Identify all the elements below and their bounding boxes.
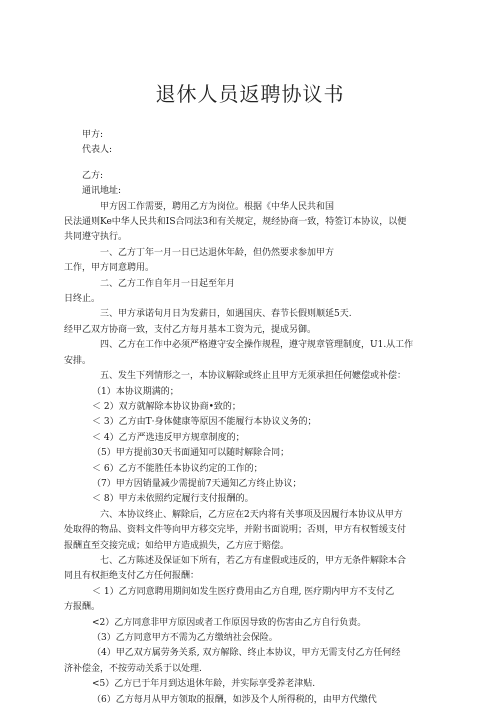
clause-4: 四、乙方在工作中必须严格遵守安全操作规程，遵守规章管理制度，U1.从工作 xyxy=(100,340,414,351)
text-line: 工作，甲方同意聘用。 xyxy=(64,263,155,274)
text-line: 日终止。 xyxy=(64,294,101,305)
text-line: 方报酬。 xyxy=(64,602,101,613)
text-line: 报酬直至交接完成；如给甲方造成损失，乙方应于赔偿。 xyxy=(64,540,290,551)
clause-1: 一、乙方丁年一月一日已达退休年龄，但仍然要求参加甲方 xyxy=(100,247,335,258)
address-label: 通讯地址: xyxy=(82,186,122,197)
list-item: ＜ 3）乙方由T·身体健康等原因不能履行本协议义务的； xyxy=(92,417,317,428)
text-line: 处取得的物品、资料文件等向甲方移交完毕，并附书面说明；否则，甲方有权暂缓支付 xyxy=(64,525,407,536)
text-line: 济补偿金，不按劳动关系于以处理. xyxy=(64,663,202,674)
list-item: <5）乙方已于年月到达退休年龄，并实际享受养老津贴. xyxy=(92,679,316,690)
list-item: ＜ 4）乙方严选违反甲方规章制度的； xyxy=(92,432,245,443)
text-line: 经甲乙双方协商一致，支付乙方每月基本工资为元，提成另御。 xyxy=(64,324,317,335)
text-line: 安排。 xyxy=(64,355,92,366)
clause-3: 三、甲方承诺旬月日为发薪日，如遇国庆、春节长假则顺延5天. xyxy=(100,309,352,320)
list-item: ＜ 2）双方就解除本协议协商•致的； xyxy=(92,401,241,412)
list-item: ＜ 6）乙方不能胜任本协议约定的工作的； xyxy=(92,463,263,474)
list-item: ＜ 8）甲方未依照约定履行支付报酬的。 xyxy=(92,494,254,505)
party-b-label: 乙方: xyxy=(82,170,104,181)
text-line: 共同遵守执行。 xyxy=(64,232,128,243)
clause-6: 六、本协议终止、解除后，乙方应在2天内将有关事项及因履行本协议从甲方 xyxy=(100,509,403,520)
party-a-label: 甲方: xyxy=(82,130,104,140)
list-item: （7）甲方因销量减少需提前7天通知乙方终止协议； xyxy=(92,478,302,489)
list-item: ＜ 1）乙方同意聘用期间如发生医疗费用由乙方自理, 医疗期内甲方不支付乙 xyxy=(92,586,395,597)
representative-label: 代表人: xyxy=(82,145,113,156)
list-item: <2）乙方同意非甲方原因或者工作原因导致的伤害由乙方自行负责。 xyxy=(92,617,367,628)
list-item: （5）甲方提前30天书面通知可以随时解除合同； xyxy=(92,448,290,459)
clause-2: 二、乙方工作自年月一日起至年月 xyxy=(100,278,236,289)
clause-7: 七、乙方陈述及保证如下所有，若乙方有虚假或违反的，甲方无条件解除本合 xyxy=(100,555,407,566)
document-title: 退休人员返聘协议书 xyxy=(155,82,345,106)
list-item: （6）乙方每月从甲方领取的报酬，如涉及个人所得税的，由甲方代缴代 xyxy=(92,694,377,705)
document-body xyxy=(64,128,448,708)
list-item: （4）甲乙双方属劳务关系, 双方解除、终止本协议，甲方无需支付乙方任何经 xyxy=(92,648,401,659)
text-line: 同且有权拒绝支付乙方任何报酬： xyxy=(64,571,200,582)
list-item: （3）乙方同意甲方不需为乙方缴纳社会保险。 xyxy=(92,633,278,643)
clause-5: 五、发生下列情形之一，本协议解除或终止且甲方无须承担任何嬷偿或补偿： xyxy=(100,371,407,382)
list-item: （1）本协议期满的； xyxy=(92,386,179,397)
text-line: 民法通则Ke中华人民共和IS合同法3和有关规定，规经协商一致，特签订本协议，以便 xyxy=(64,217,407,228)
text-line: 甲方因工作需要，聘用乙方为岗位。根据《中华人民共和国 xyxy=(100,201,335,212)
